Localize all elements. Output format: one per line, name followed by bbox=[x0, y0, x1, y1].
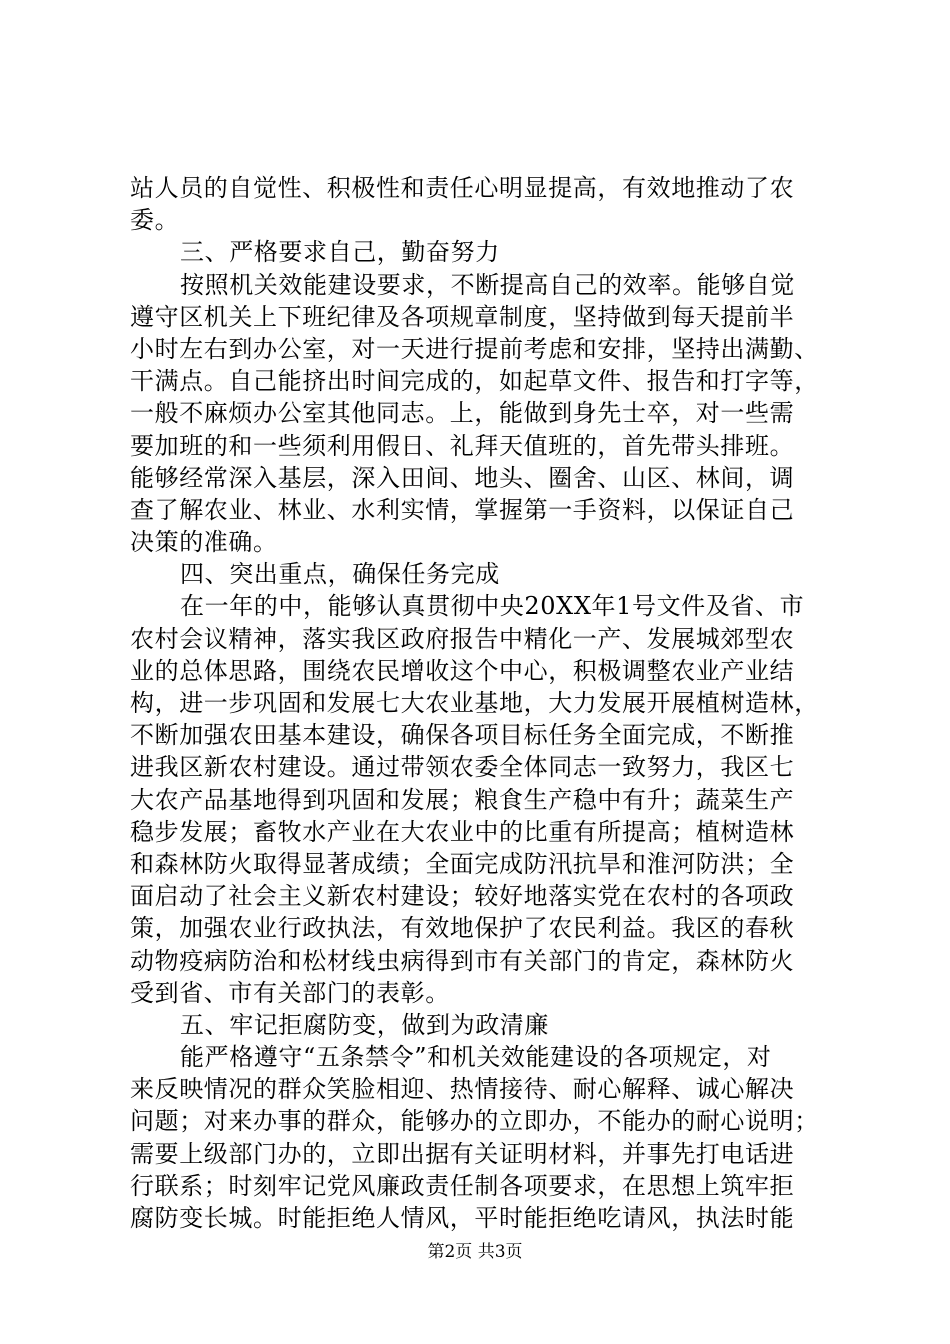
text-line: 稳步发展；畜牧水产业在大农业中的比重有所提高；植树造林 bbox=[130, 817, 795, 846]
paragraph-start-line: 能严格遵守“五条禁令”和机关效能建设的各项规定，对 bbox=[180, 1043, 772, 1072]
text-line: 需要上级部门办的，立即出据有关证明材料，并事先打电话进 bbox=[130, 1139, 795, 1168]
text-line: 小时左右到办公室，对一天进行提前考虑和安排，坚持出满勤、 bbox=[130, 334, 819, 363]
text-line: 决策的准确。 bbox=[130, 528, 278, 557]
page-footer: 第2页 共3页 bbox=[427, 1242, 523, 1262]
text-line: 构，进一步巩固和发展七大农业基地，大力发展开展植树造林， bbox=[130, 689, 819, 717]
paragraph-start-line: 在一年的中，能够认真贯彻中央20XX年1号文件及省、市 bbox=[180, 592, 805, 621]
text-line: 一般不麻烦办公室其他同志。上，能做到身先士卒，对一些需 bbox=[130, 399, 795, 428]
text-line: 行联系；时刻牢记党风廉政责任制各项要求，在思想上筑牢拒 bbox=[130, 1171, 795, 1200]
text-line: 动物疫病防治和松材线虫病得到市有关部门的肯定，森林防火 bbox=[130, 946, 795, 975]
text-line: 能够经常深入基层，深入田间、地头、圈舍、山区、林间，调 bbox=[130, 463, 795, 492]
paragraph-start-line: 五、牢记拒腐防变，做到为政清廉 bbox=[180, 1010, 549, 1039]
paragraph-start-line: 四、突出重点，确保任务完成 bbox=[180, 560, 500, 589]
text-line: 遵守区机关上下班纪律及各项规章制度，坚持做到每天提前半 bbox=[130, 302, 795, 331]
document-body bbox=[130, 172, 830, 1234]
text-line: 进我区新农村建设。通过带领农委全体同志一致努力，我区七 bbox=[130, 753, 795, 782]
text-line: 面启动了社会主义新农村建设；较好地落实党在农村的各项政 bbox=[130, 882, 795, 911]
text-line: 业的总体思路，围绕农民增收这个中心，积极调整农业产业结 bbox=[130, 656, 795, 685]
text-line: 策，加强农业行政执法，有效地保护了农民利益。我区的春秋 bbox=[130, 914, 795, 943]
text-line: 来反映情况的群众笑脸相迎、热情接待、耐心解释、诚心解决 bbox=[130, 1075, 795, 1104]
text-line: 委。 bbox=[130, 206, 180, 235]
text-line: 和森林防火取得显著成绩；全面完成防汛抗旱和淮河防洪；全 bbox=[130, 849, 795, 878]
text-line: 腐防变长城。时能拒绝人情风，平时能拒绝吃请风，执法时能 bbox=[130, 1204, 795, 1232]
text-line: 农村会议精神，落实我区政府报告中精化一产、发展城郊型农 bbox=[130, 624, 795, 653]
paragraph-start-line: 三、严格要求自己，勤奋努力 bbox=[180, 238, 500, 267]
text-line: 站人员的自觉性、积极性和责任心明显提高，有效地推动了农 bbox=[130, 174, 795, 202]
text-line: 大农产品基地得到巩固和发展；粮食生产稳中有升；蔬菜生产 bbox=[130, 785, 795, 814]
text-line: 受到省、市有关部门的表彰。 bbox=[130, 978, 450, 1007]
paragraph-start-line: 按照机关效能建设要求，不断提高自己的效率。能够自觉 bbox=[180, 270, 795, 299]
text-line: 查了解农业、林业、水利实情，掌握第一手资料，以保证自己 bbox=[130, 495, 795, 524]
text-line: 要加班的和一些须利用假日、礼拜天值班的，首先带头排班。 bbox=[130, 431, 795, 460]
text-line: 干满点。自己能挤出时间完成的，如起草文件、报告和打字等， bbox=[130, 367, 819, 396]
text-line: 不断加强农田基本建设，确保各项目标任务全面完成，不断推 bbox=[130, 721, 795, 750]
text-line: 问题；对来办事的群众，能够办的立即办，不能办的耐心说明； bbox=[130, 1107, 819, 1136]
